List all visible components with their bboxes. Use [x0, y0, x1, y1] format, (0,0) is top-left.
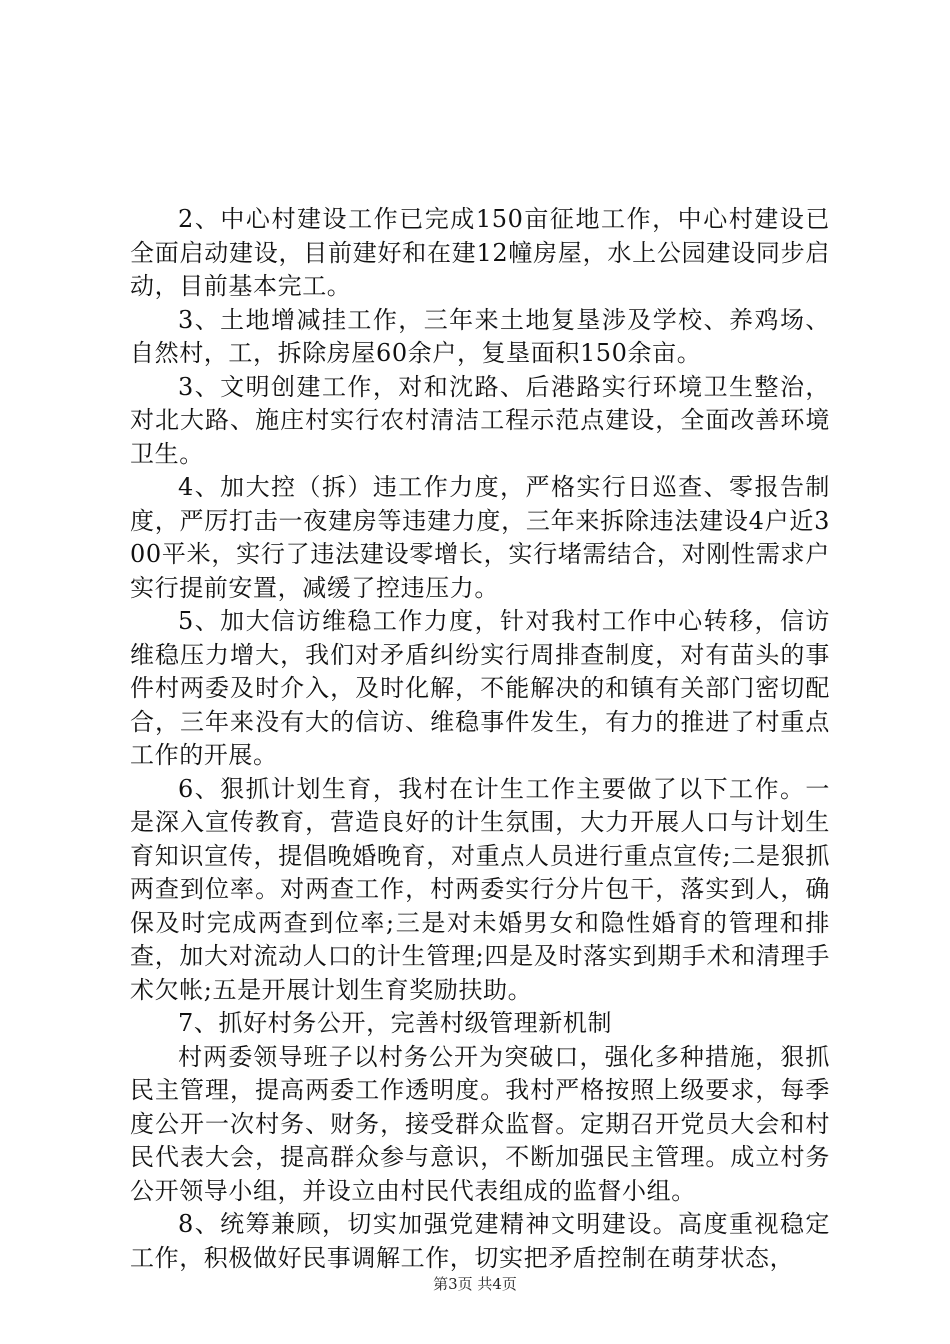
document-body: [130, 203, 830, 1275]
paragraph-village-affairs-detail: 村两委领导班子以村务公开为突破口，强化多种措施，狠抓民主管理，提高两委工作透明度。我村严格按照上级要求，每季度公开一次村务、财务，接受群众监督。定期召开党员大会和村民代表大会，提高群众参与意识，不断加强民主管理。成立村务公开领导小组，并设立由村民代表组成的监督小组。: [130, 1042, 830, 1205]
paragraph-civilization: 3、文明创建工作，对和沈路、后港路实行环境卫生整治，对北大路、施庄村实行农村清洁工程示范点建设，全面改善环境卫生。: [130, 372, 830, 468]
paragraph-village-affairs-heading: 7、抓好村务公开，完善村级管理新机制: [178, 1009, 613, 1037]
paragraph-party-building: 8、统筹兼顾，切实加强党建精神文明建设。高度重视稳定工作，积极做好民事调解工作，切实把矛盾控制在萌芽状态，: [130, 1210, 830, 1272]
paragraph-village-construction: 2、中心村建设工作已完成150亩征地工作，中心村建设已全面启动建设，目前建好和在建12幢房屋，水上公园建设同步启动，目前基本完工。: [130, 205, 830, 300]
page-number: 第3页 共4页: [433, 1275, 517, 1293]
paragraph-illegal-building: 4、加大控（拆）违工作力度，严格实行日巡查、零报告制度，严厉打击一夜建房等违建力度，三年来拆除违法建设4户近300平米，实行了违法建设零增长，实行堵需结合，对刚性需求户实行提前安置，减缓了控违压力。: [130, 473, 830, 602]
paragraph-family-planning: 6、狠抓计划生育，我村在计生工作主要做了以下工作。一是深入宣传教育，营造良好的计生氛围，大力开展人口与计划生育知识宣传，提倡晚婚晚育，对重点人员进行重点宣传;二是狠抓两查到位率。对两查工作，村两委实行分片包干，落实到人，确保及时完成两查到位率;三是对未婚男女和隐性婚育的管理和排查，加大对流动人口的计生管理;四是及时落实到期手术和清理手术欠帐;五是开展计划生育奖励扶助。: [130, 774, 830, 1004]
paragraph-land-balance: 3、土地增减挂工作，三年来土地复垦涉及学校、养鸡场、自然村，工，拆除房屋60余户，复垦面积150余亩。: [130, 305, 830, 367]
paragraph-petition-stability: 5、加大信访维稳工作力度，针对我村工作中心转移，信访维稳压力增大，我们对矛盾纠纷实行周排查制度，对有苗头的事件村两委及时介入，及时化解，不能解决的和镇有关部门密切配合，三年来没有大的信访、维稳事件发生，有力的推进了村重点工作的开展。: [130, 607, 830, 769]
page-footer: [0, 1274, 950, 1294]
